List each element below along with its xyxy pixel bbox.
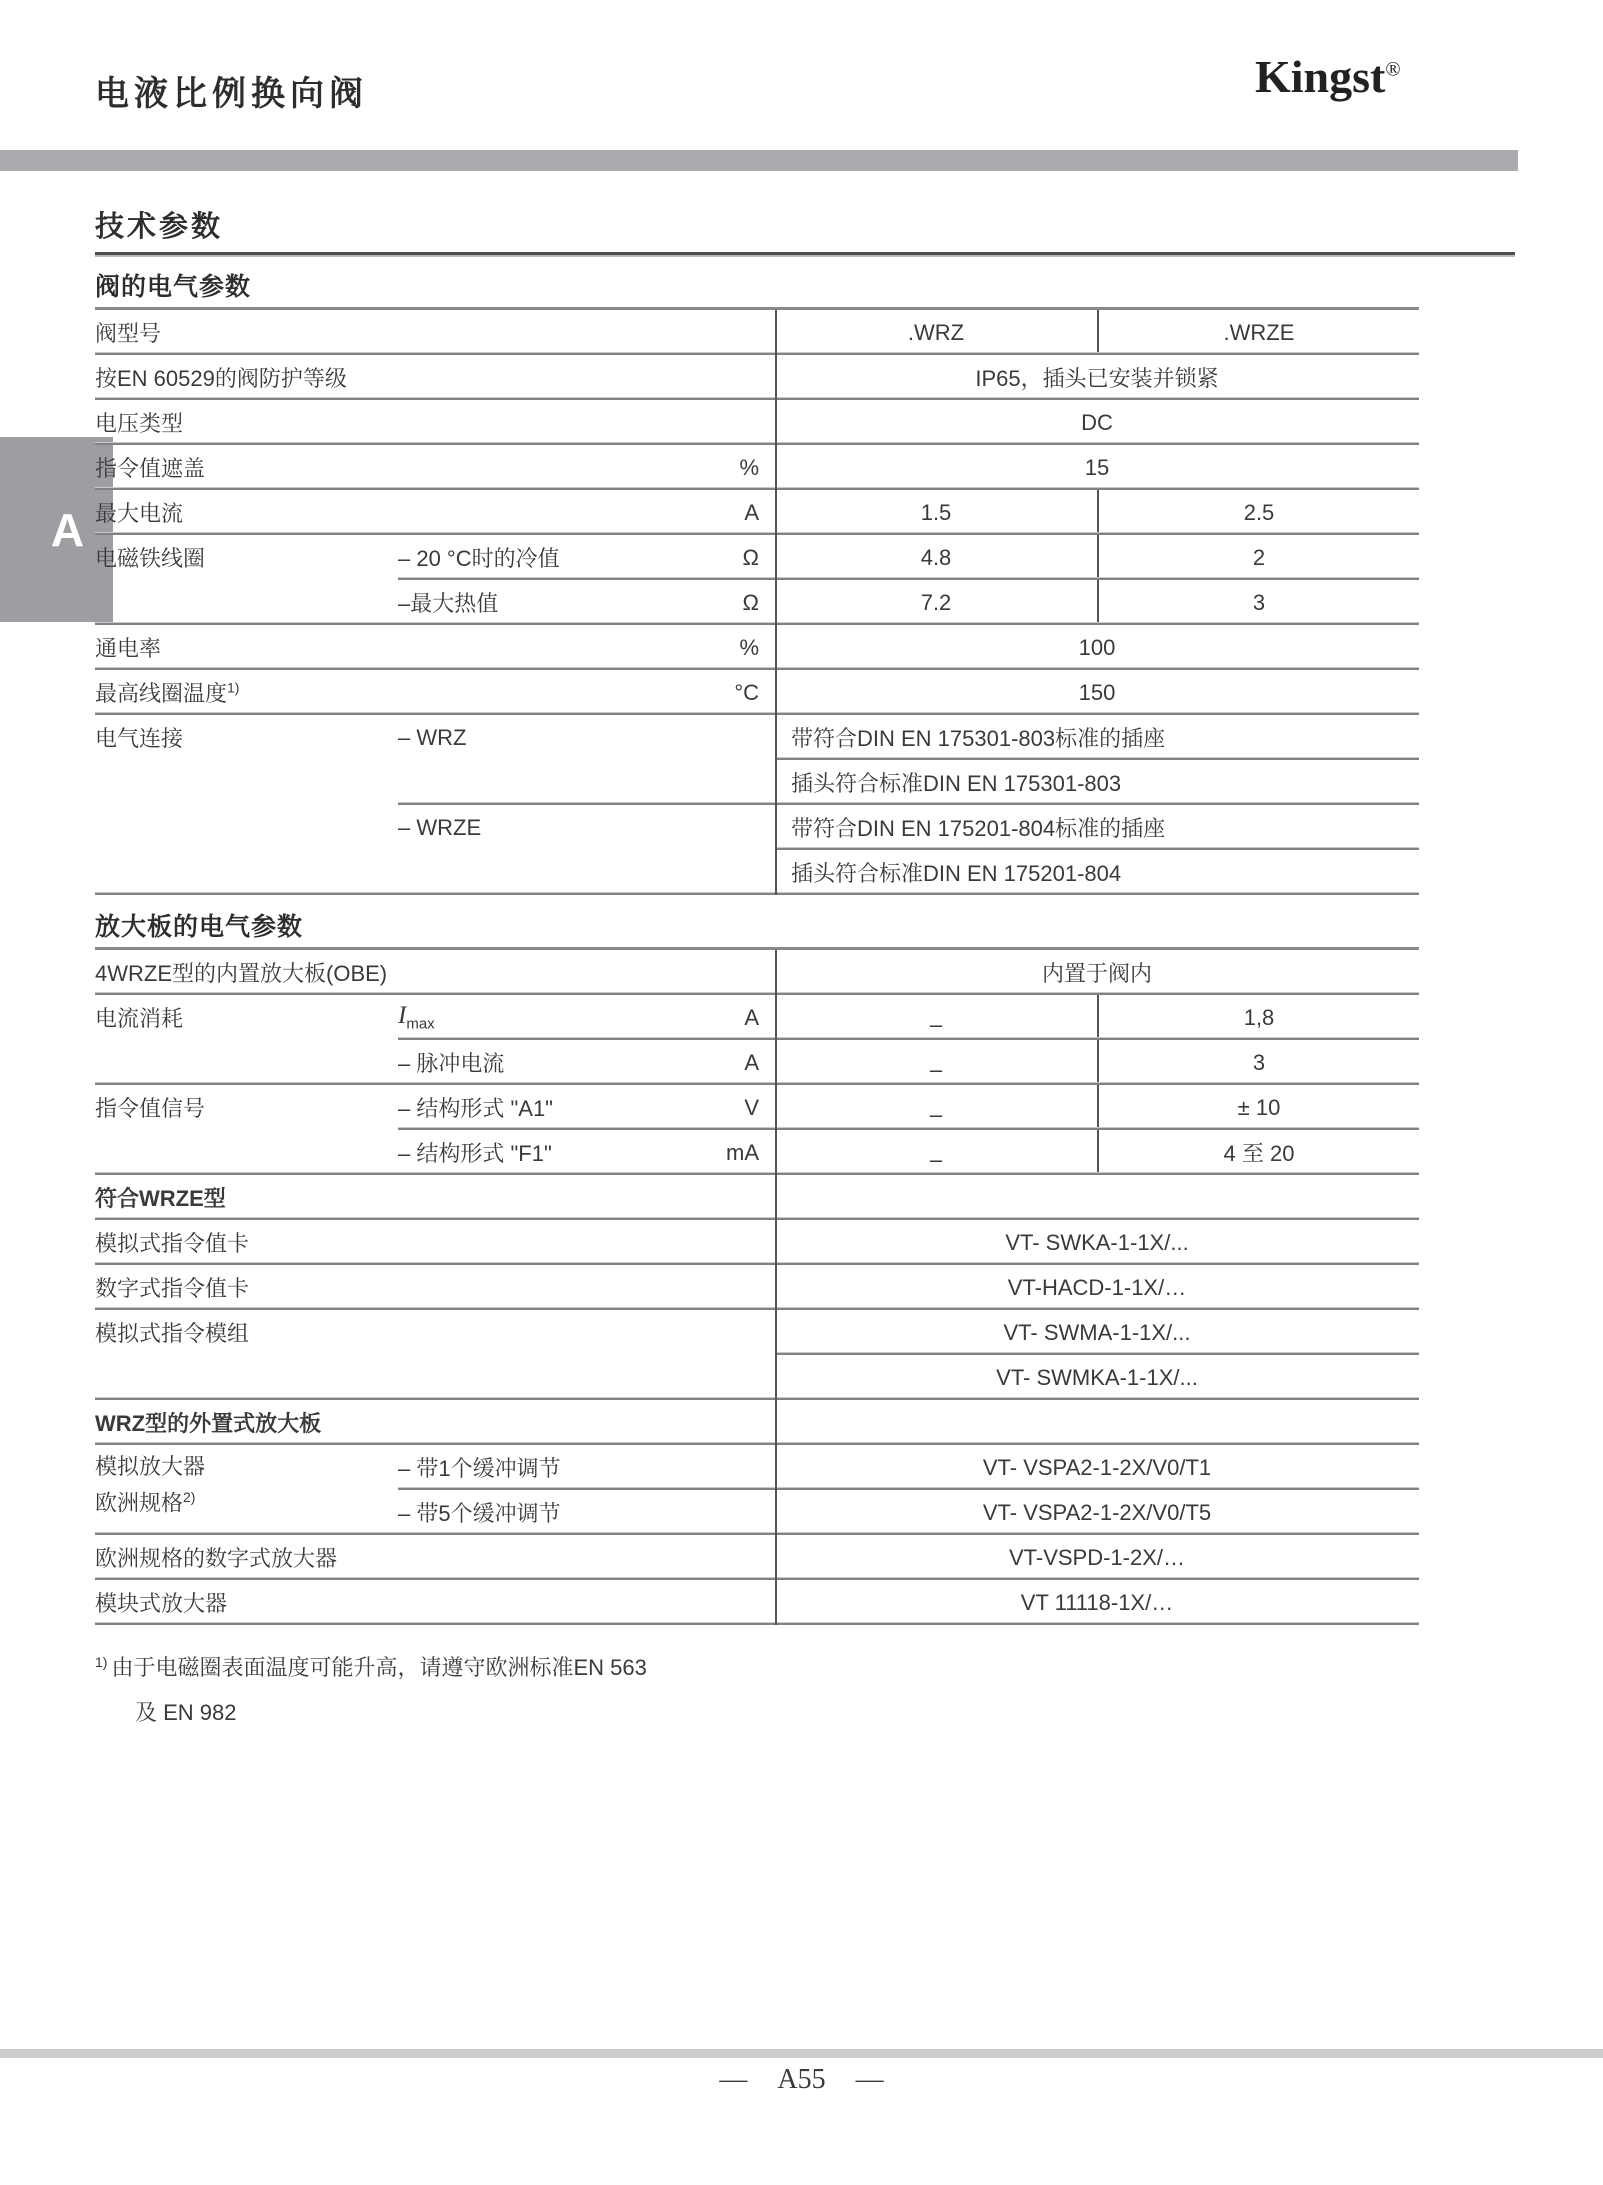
table-row [95, 1175, 1419, 1220]
value-span: VT- VSPA2-1-2X/V0/T1 [982, 1454, 1212, 1480]
row-label-cell [95, 1310, 775, 1355]
row-unit: % [739, 634, 759, 660]
row-sublabel: – 带1个缓冲调节 [398, 1456, 561, 1481]
value-span: VT-VSPD-1-2X/… [1008, 1544, 1186, 1570]
row-label: 通电率 [95, 636, 162, 661]
table-row [95, 1490, 1419, 1535]
table-row [95, 850, 1419, 895]
row-label-cell [95, 535, 398, 580]
value-wrz: – [929, 1056, 943, 1082]
footnote-ref: 1) [227, 679, 240, 696]
row-label: 数字式指令值卡 [95, 1276, 250, 1301]
value-wrze: 3 [1097, 1040, 1419, 1085]
value-span: VT 11118-1X/… [1020, 1589, 1174, 1615]
table-row [95, 310, 1419, 355]
row-label: 电压类型 [95, 411, 184, 436]
row-sublabel-cell [398, 850, 775, 895]
row-sublabel-cell [398, 1085, 775, 1130]
value-span: 内置于阀内 [1041, 961, 1152, 986]
row-label-cell [95, 1535, 775, 1580]
value-wrz: .WRZ [907, 319, 965, 345]
row-sublabel: – 20 °C时的冷值 [398, 546, 560, 571]
value-wrze: ± 10 [1097, 1085, 1419, 1130]
footnote-line-2: 及 EN 982 [135, 1700, 237, 1725]
row-unit: % [739, 454, 759, 480]
table-row [95, 355, 1419, 400]
row-sublabel: – 脉冲电流 [398, 1051, 505, 1076]
row-label-cell [95, 1175, 775, 1220]
table-row [95, 715, 1419, 760]
row-label-cell [95, 1265, 775, 1310]
table-row [95, 400, 1419, 445]
row-unit: A [744, 499, 759, 525]
table-row [95, 1355, 1419, 1400]
row-sublabel-cell [398, 535, 775, 580]
row-label-cell [95, 625, 775, 670]
table-row [95, 1130, 1419, 1175]
value-wrze: 3 [1097, 580, 1419, 625]
section-title: 技术参数 [95, 211, 224, 243]
header-divider-bar [0, 150, 1518, 171]
row-label-cell [95, 1400, 775, 1445]
row-sublabel-cell [398, 760, 775, 805]
row-label-cell [95, 1130, 398, 1175]
row-label: 欧洲规格的数字式放大器 [95, 1546, 338, 1571]
row-sublabel-cell [398, 580, 775, 625]
row-label-cell [95, 760, 398, 805]
table-row [95, 670, 1419, 715]
value-wrz: – [929, 1146, 943, 1172]
row-label: 指令值遮盖 [95, 456, 206, 481]
row-unit: A [744, 1049, 759, 1075]
row-sublabel-cell [398, 805, 775, 850]
row-sublabel-cell [398, 1490, 775, 1535]
row-sublabel: –最大热值 [398, 591, 499, 616]
table1-subtitle: 阀的电气参数 [95, 273, 252, 301]
value-span: 插头符合标准DIN EN 175301-803 [791, 771, 1122, 796]
table-row [95, 1265, 1419, 1310]
row-label: 指令值信号 [95, 1096, 206, 1121]
table-row [95, 1040, 1419, 1085]
row-unit: mA [726, 1139, 759, 1165]
row-sublabel: – WRZ [398, 724, 467, 750]
footnote-ref: 2) [183, 1489, 196, 1505]
row-label: 模块式放大器 [95, 1591, 228, 1616]
row-label: 模拟式指令模组 [95, 1321, 250, 1346]
table-row [95, 1085, 1419, 1130]
value-span: 100 [1078, 634, 1116, 660]
row-label: 电流消耗 [95, 1006, 184, 1031]
value-span: 150 [1078, 679, 1116, 705]
value-span: 插头符合标准DIN EN 175201-804 [791, 861, 1122, 886]
value-span [775, 1400, 1419, 1445]
row-label-cell [95, 1490, 398, 1535]
row-label: WRZ型的外置式放大板 [95, 1411, 322, 1436]
row-label-cell [95, 670, 775, 715]
row-label: 电磁铁线圈 [95, 546, 206, 571]
row-label-cell [95, 1445, 398, 1516]
table-row [95, 995, 1419, 1040]
row-sublabel-cell [398, 715, 775, 760]
table-row [95, 1400, 1419, 1445]
value-span: VT- SWMA-1-1X/... [1003, 1319, 1191, 1345]
value-wrze: 2 [1097, 535, 1419, 580]
value-wrz: 7.2 [920, 589, 952, 615]
value-span [775, 1175, 1419, 1220]
row-unit: Ω [742, 589, 759, 615]
row-sublabel-cell [398, 1130, 775, 1175]
row-sublabel-imax: $I_{max}$ [398, 1002, 435, 1033]
main-content [95, 208, 1419, 1727]
value-span: VT- VSPA2-1-2X/V0/T5 [982, 1499, 1212, 1525]
row-sublabel-cell [398, 1445, 775, 1490]
value-span: 带符合DIN EN 175301-803标准的插座 [791, 726, 1166, 751]
registered-mark-icon: ® [1385, 58, 1401, 81]
table-row [95, 950, 1419, 995]
footnote-marker: 1) [95, 1653, 108, 1670]
row-sublabel-cell [398, 995, 775, 1040]
row-label-cell [95, 995, 398, 1040]
row-label-cell [95, 1580, 775, 1625]
footer-dash-left: — [719, 2064, 748, 2095]
brand-logo [1255, 50, 1401, 103]
table-row [95, 1535, 1419, 1580]
value-span: 带符合DIN EN 175201-804标准的插座 [791, 816, 1166, 841]
value-wrze: .WRZE [1097, 310, 1419, 355]
row-label-cell [95, 1085, 398, 1130]
row-label-cell [95, 580, 398, 625]
value-span: VT- SWKA-1-1X/... [1005, 1229, 1189, 1255]
brand-name: Kingst [1255, 51, 1386, 102]
row-label-cell [95, 1355, 775, 1400]
page-title: 电液比例换向阀 [95, 75, 368, 113]
value-wrz: 1.5 [920, 499, 952, 525]
amplifier-electrical-table [95, 947, 1419, 1625]
footnote [95, 1651, 1419, 1727]
row-label-cell [95, 310, 775, 355]
row-sublabel: – 带5个缓冲调节 [398, 1501, 561, 1526]
table2-subtitle: 放大板的电气参数 [95, 913, 304, 941]
table-row [95, 760, 1419, 805]
footer-divider-bar [0, 2049, 1603, 2058]
row-label: 最大电流 [95, 501, 184, 526]
table-row [95, 625, 1419, 670]
row-label-cell [95, 1220, 775, 1265]
value-wrz: – [929, 1011, 943, 1037]
table-row [95, 580, 1419, 625]
value-wrze: 2.5 [1097, 490, 1419, 535]
row-label: 4WRZE型的内置放大板(OBE) [95, 961, 388, 986]
table-row [95, 445, 1419, 490]
row-label-cell [95, 355, 775, 400]
table-row [95, 490, 1419, 535]
value-wrz: – [929, 1101, 943, 1127]
section-letter: A [50, 503, 85, 556]
row-unit: A [744, 1004, 759, 1030]
value-wrz: 4.8 [920, 544, 952, 570]
value-wrze: 1,8 [1097, 995, 1419, 1040]
row-unit: V [744, 1094, 759, 1120]
row-sublabel-cell [398, 1040, 775, 1085]
row-label-cell [95, 490, 775, 535]
row-label: 电气连接 [95, 726, 184, 751]
row-label-cell [95, 715, 398, 760]
footer-dash-right: — [855, 2064, 884, 2095]
value-span: 15 [1084, 454, 1110, 480]
table-row [95, 1220, 1419, 1265]
page-footer [0, 2064, 1603, 2096]
row-label: 模拟放大器 欧洲规格$^{2)}$ [95, 1454, 206, 1516]
row-sublabel: – 结构形式 "A1" [398, 1096, 553, 1121]
row-label: 模拟式指令值卡 [95, 1231, 250, 1256]
table-row [95, 535, 1419, 580]
row-label: 阀型号 [95, 321, 162, 346]
footnote-line-1: $^{1)}$ 由于电磁圈表面温度可能升高，请遵守欧洲标准EN 563 [95, 1653, 647, 1680]
value-wrze: 4 至 20 [1097, 1130, 1419, 1175]
row-label: 按EN 60529的阀防护等级 [95, 366, 347, 391]
value-span: DC [1081, 409, 1113, 435]
page-number: A55 [777, 2064, 826, 2095]
value-span: VT- SWMKA-1-1X/... [996, 1364, 1198, 1390]
row-sublabel: – WRZE [398, 814, 482, 840]
row-label-cell [95, 1040, 398, 1085]
row-unit: Ω [742, 544, 759, 570]
row-unit: °C [734, 679, 759, 705]
section-title-rule [95, 252, 1515, 255]
row-label-cell [95, 950, 775, 995]
row-label-cell [95, 445, 775, 490]
table-row [95, 1580, 1419, 1625]
row-label-cell [95, 400, 775, 445]
row-label: 符合WRZE型 [95, 1186, 226, 1211]
row-label: 最高线圈温度$^{1)}$ [95, 679, 240, 706]
row-sublabel: – 结构形式 "F1" [398, 1141, 552, 1166]
table-row [95, 1310, 1419, 1355]
value-span: IP65，插头已安装并锁紧 [975, 366, 1219, 391]
table-row [95, 805, 1419, 850]
valve-electrical-table [95, 307, 1419, 895]
row-label-cell [95, 805, 398, 850]
row-label-cell [95, 850, 398, 895]
value-span: VT-HACD-1-1X/… [1007, 1274, 1187, 1300]
